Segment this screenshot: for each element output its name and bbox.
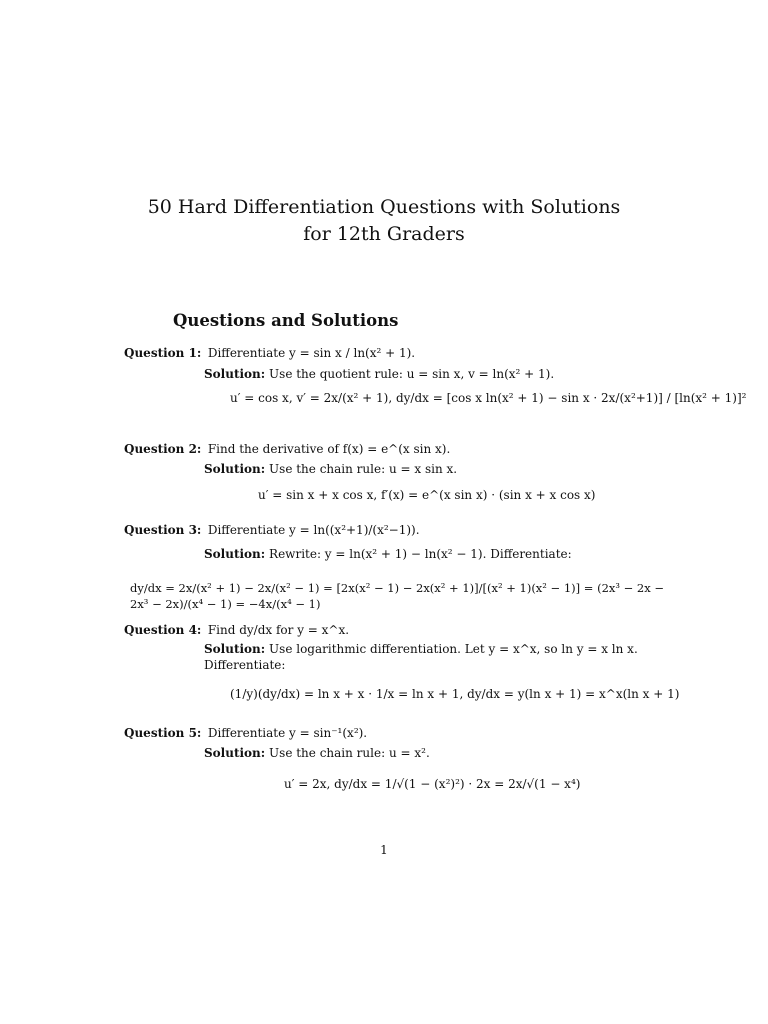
solution-3 — [204, 546, 664, 562]
solution-text: Use the chain rule: u = x². — [269, 746, 430, 760]
question-prompt: Differentiate y = sin⁻¹(x²). — [207, 726, 368, 740]
solution-5 — [204, 745, 664, 761]
solution-label: Solution: — [204, 746, 266, 760]
solution-label: Solution: — [204, 547, 266, 561]
question-prompt: Differentiate y = sin x / ln(x² + 1). — [207, 346, 416, 360]
question-2 — [124, 441, 684, 457]
solution-text: Use the chain rule: u = x sin x. — [269, 462, 458, 476]
question-prompt: Find dy/dx for y = x^x. — [207, 623, 350, 637]
equation-2 — [258, 487, 595, 503]
equation-text: u′ = 2x, dy/dx = 1/√(1 − (x²)²) · 2x = 2x/√(1 − x⁴) — [284, 777, 581, 791]
question-label: Question 5: — [124, 726, 202, 740]
equation-text: dy/dx = 2x/(x² + 1) − 2x/(x² − 1) = [2x(x² − 1) − 2x(x² + 1)]/[(x² + 1)(x² − 1)] = (2x³ − 2x − 2x³ − 2x)/(x⁴ − 1) = −4x/(x⁴ − 1) — [130, 581, 665, 611]
solution-text: Use the quotient rule: u = sin x, v = ln(x² + 1). — [269, 367, 555, 381]
question-1 — [124, 345, 684, 361]
solution-label: Solution: — [204, 367, 266, 381]
solution-label: Solution: — [204, 642, 266, 656]
question-label: Question 2: — [124, 442, 202, 456]
solution-text: Use logarithmic differentiation. Let y = x^x, so ln y = x ln x. Differentiate: — [204, 642, 638, 672]
section-heading: Questions and Solutions — [173, 311, 399, 330]
solution-4 — [204, 641, 664, 673]
question-prompt: Find the derivative of f(x) = e^(x sin x). — [207, 442, 451, 456]
page-number: 1 — [380, 843, 388, 857]
solution-label: Solution: — [204, 462, 266, 476]
question-3 — [124, 522, 684, 538]
title-line-2: for 12th Graders — [303, 223, 465, 245]
question-label: Question 4: — [124, 623, 202, 637]
document-title — [0, 194, 768, 248]
solution-1 — [204, 366, 664, 382]
equation-5 — [284, 776, 580, 792]
title-line-1: 50 Hard Differentiation Questions with Solutions — [147, 196, 621, 218]
solution-text: Rewrite: y = ln(x² + 1) − ln(x² − 1). Differentiate: — [269, 547, 572, 561]
equation-text: (1/y)(dy/dx) = ln x + x · 1/x = ln x + 1, dy/dx = y(ln x + 1) = x^x(ln x + 1) — [230, 687, 680, 701]
question-label: Question 3: — [124, 523, 202, 537]
solution-2 — [204, 461, 664, 477]
question-label: Question 1: — [124, 346, 202, 360]
equation-text: u′ = sin x + x cos x, f′(x) = e^(x sin x) · (sin x + x cos x) — [258, 488, 596, 502]
equation-1 — [230, 390, 746, 406]
equation-3 — [130, 580, 670, 612]
question-5 — [124, 725, 684, 741]
question-4 — [124, 622, 684, 638]
question-prompt: Differentiate y = ln((x²+1)/(x²−1)). — [207, 523, 420, 537]
equation-text: u′ = cos x, v′ = 2x/(x² + 1), dy/dx = [cos x ln(x² + 1) − sin x · 2x/(x²+1)] / [ln(x² + 1)]² — [230, 391, 747, 405]
equation-4 — [230, 686, 679, 702]
